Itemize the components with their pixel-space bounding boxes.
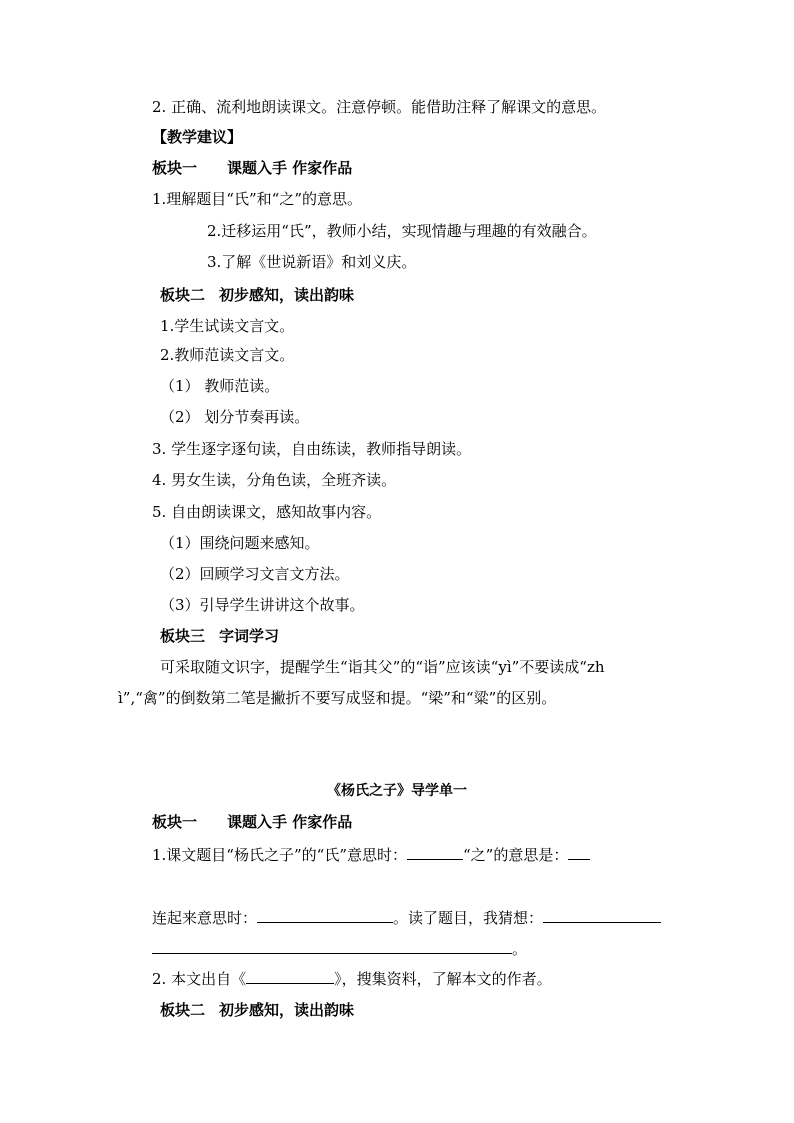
- guide-block2-label: 板块二: [160, 1001, 206, 1019]
- q2-suffix: 》，搜集资料，了解本文的作者。: [334, 970, 552, 988]
- block2-item-2: 2.教师范读文言文。: [160, 346, 295, 364]
- block2-item-3: （1） 教师范读。: [160, 377, 280, 395]
- guide-block2-title: 初步感知，读出韵味: [219, 1001, 355, 1019]
- q1-line3-end: 。: [512, 940, 528, 958]
- block3-label: 板块三: [160, 627, 206, 645]
- block2-title: 初步感知，读出韵味: [219, 286, 355, 304]
- block1-label: 板块一: [152, 159, 198, 177]
- block1-heading: [152, 158, 352, 178]
- guide-question-1-line-2: [152, 908, 661, 928]
- block2-item-6: 4. 男女生读，分角色读，全班齐读。: [152, 471, 397, 489]
- guide-question-1-line-3: [152, 939, 527, 959]
- block2-item-5: 3. 学生逐字逐句读，自由练读，教师指导朗读。: [152, 440, 472, 458]
- guide-title: 《杨氏之子》导学单一: [327, 783, 467, 799]
- block2-item-4: （2） 划分节奏再读。: [160, 408, 310, 426]
- block1-item-1: 1.理解题目“氏”和“之”的意思。: [152, 190, 362, 208]
- blank-shi-meaning[interactable]: [407, 845, 463, 860]
- block1-item-3: 3.了解《世说新语》和刘义庆。: [207, 253, 417, 271]
- guide-question-1-line-1: [152, 845, 590, 865]
- q1-line2-prefix: 连起来意思时：: [152, 909, 258, 927]
- blank-book-title[interactable]: [246, 969, 334, 984]
- block2-item-8: （1）围绕问题来感知。: [160, 534, 320, 552]
- block3-paragraph-line-2: ì”,“禽”的倒数第二笔是撇折不要写成竖和提。“梁”和“粱”的区别。: [118, 689, 557, 707]
- q1-text-part-2: “之”的意思是：: [463, 846, 569, 864]
- block2-heading: [160, 285, 354, 305]
- objective-item-2: 2. 正确、流利地朗读课文。注意停顿。能借助注释了解课文的意思。: [152, 98, 607, 116]
- block1-item-2: 2.迁移运用“氏”，教师小结，实现情趣与理趣的有效融合。: [207, 222, 597, 240]
- block2-item-1: 1.学生试读文言文。: [160, 317, 295, 335]
- block2-item-9: （2）回顾学习文言文方法。: [160, 565, 350, 583]
- guide-block2-heading: [160, 1000, 354, 1020]
- q1-line2-mid: 。读了题目，我猜想：: [393, 909, 544, 927]
- block3-paragraph-line-1: 可采取随文识字，提醒学生“诣其父”的“诣”应该读“yì”不要读成“zh: [160, 658, 605, 676]
- blank-guess-line-1[interactable]: [543, 908, 661, 923]
- block2-item-10: （3）引导学生讲讲这个故事。: [160, 596, 365, 614]
- guide-block1-heading: [152, 812, 352, 832]
- blank-combined-meaning[interactable]: [257, 908, 393, 923]
- block3-heading: [160, 626, 279, 646]
- block2-item-7: 5. 自由朗读课文，感知故事内容。: [152, 503, 382, 521]
- block3-title: 字词学习: [219, 627, 280, 645]
- block2-label: 板块二: [160, 286, 206, 304]
- q2-prefix: 2. 本文出自《: [152, 970, 247, 988]
- blank-zhi-meaning[interactable]: [568, 845, 590, 860]
- guide-block1-title: 课题入手 作家作品: [227, 813, 353, 831]
- guide-block1-label: 板块一: [152, 813, 198, 831]
- q1-text-part-1: 1.课文题目“杨氏之子”的“氏”意思时：: [152, 846, 407, 864]
- block1-title: 课题入手 作家作品: [227, 159, 353, 177]
- guide-question-2: [152, 969, 552, 989]
- blank-guess-line-2[interactable]: [152, 939, 512, 954]
- teaching-suggestion-heading: 【教学建议】: [152, 128, 243, 146]
